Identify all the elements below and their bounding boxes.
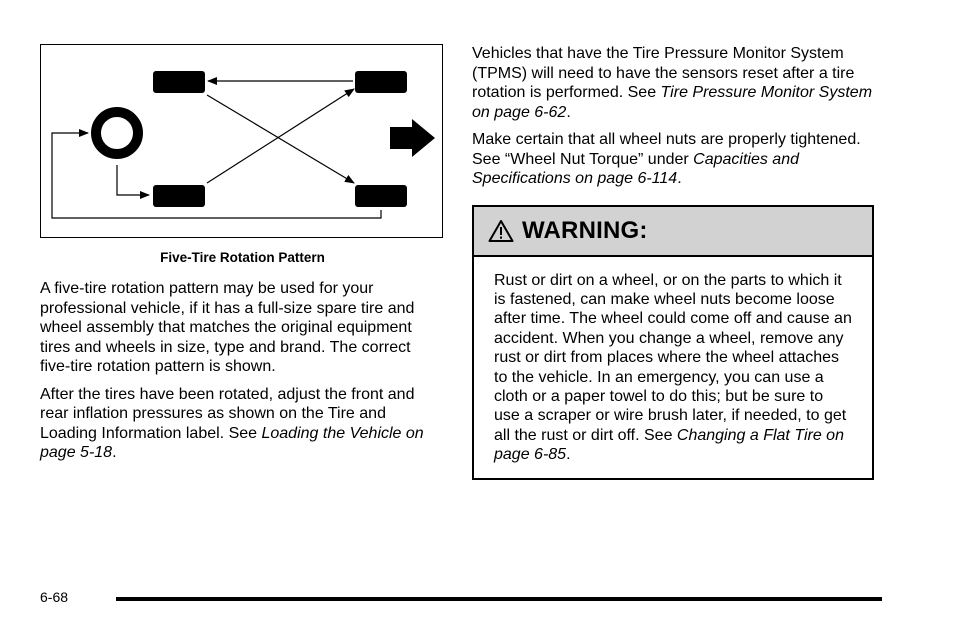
paragraph-wheel-nuts-text: Make certain that all wheel nuts are properly tightened. See “Wheel Nut Torque” under <box>472 131 861 168</box>
arrow-spare-to-rl <box>117 165 149 195</box>
spare-tire <box>96 112 138 154</box>
figure-caption: Five-Tire Rotation Pattern <box>160 250 325 265</box>
left-column <box>40 44 445 463</box>
link-capacities-and-specifications[interactable]: Capacities and Specifications on page 6-114 <box>472 150 799 187</box>
warning-box <box>472 205 874 480</box>
paragraph-tpms-end: . <box>566 103 571 121</box>
paragraph-rotation-pattern: A five-tire rotation pattern may be used for your professional vehicle, if it has a full-size spare tire and wheel assembly that matches the original equipment tires and wheels in size, type and brand. The correct five-tire rotation pattern is shown. <box>40 280 415 375</box>
paragraph-wheel-nuts-end: . <box>677 170 682 187</box>
rotation-diagram <box>40 44 443 238</box>
forward-direction-arrow <box>390 119 435 157</box>
arrow-rl-to-fr <box>207 89 354 183</box>
page-number: 6-68 <box>40 589 69 605</box>
paragraph-tpms <box>472 44 874 122</box>
link-loading-the-vehicle[interactable]: Loading the Vehicle on page 5-18 <box>40 424 424 461</box>
rotation-diagram-svg <box>41 45 444 239</box>
link-changing-a-flat-tire[interactable]: Changing a Flat Tire on page 6-85 <box>494 426 844 464</box>
right-column <box>472 44 874 480</box>
paragraph-inflation <box>40 385 445 463</box>
warning-text-end: . <box>566 446 571 464</box>
warning-triangle-icon <box>488 219 514 243</box>
tire-front-left <box>153 71 205 93</box>
warning-header <box>474 207 872 257</box>
warning-text <box>494 271 852 465</box>
footer-rule <box>116 597 882 601</box>
link-tire-pressure-monitor-system[interactable]: Tire Pressure Monitor System on page 6-62 <box>472 84 873 121</box>
warning-title: WARNING: <box>522 216 648 244</box>
paragraph-inflation-text: After the tires have been rotated, adjust the front and rear inflation pressures as shown on the Tire and Loading Information label. See <box>40 385 415 442</box>
arrow-fl-to-rr <box>207 95 354 183</box>
warning-body <box>474 257 872 478</box>
warning-text-main: Rust or dirt on a wheel, or on the parts to which it is fastened, can make wheel nuts become loose after time. The wheel could come off and cause an accident. When you change a wheel, remove any rust or dirt from places where the wheel attaches to the vehicle. In an emergency, you can use a cloth or a paper towel to do this; but be sure to use a scraper or wire brush later, if needed, to get all the rust or dirt off. See <box>494 271 852 444</box>
paragraph-tpms-text: Vehicles that have the Tire Pressure Monitor System (TPMS) will need to have the sensors reset after a tire rotation is performed. See <box>472 45 855 101</box>
tire-rear-right <box>355 185 407 207</box>
tire-rear-left <box>153 185 205 207</box>
tire-front-right <box>355 71 407 93</box>
paragraph-inflation-end: . <box>112 444 117 461</box>
paragraph-wheel-nuts <box>472 130 874 189</box>
